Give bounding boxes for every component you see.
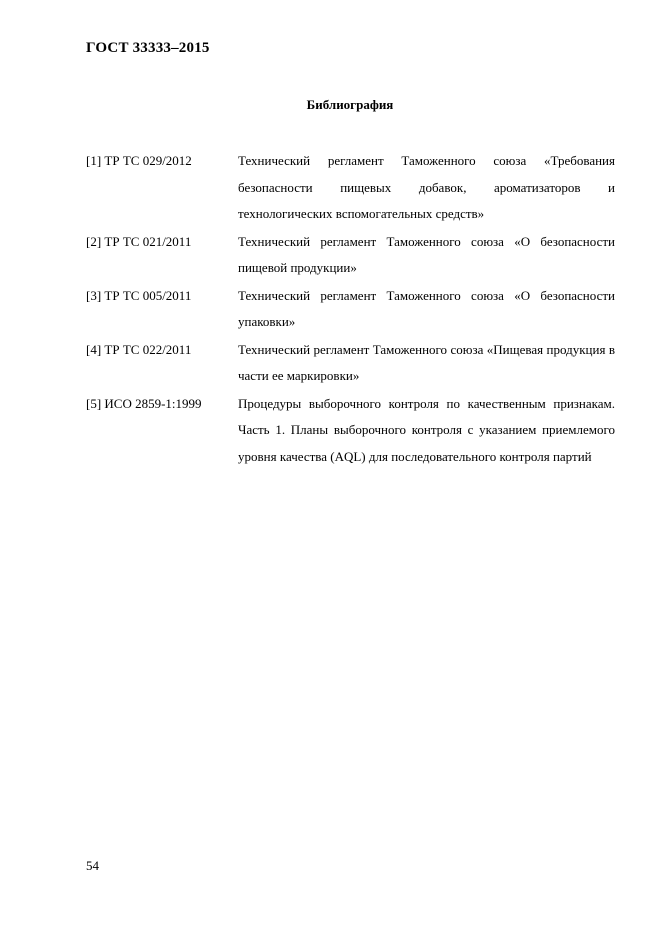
bibliography-list: [86, 148, 615, 471]
document-header: ГОСТ 33333–2015: [86, 40, 210, 56]
bibliography-entry: [86, 283, 615, 336]
entry-reference: [3] ТР ТС 005/2011: [86, 287, 192, 303]
bibliography-entry: [86, 148, 615, 228]
entry-reference: [1] ТР ТС 029/2012: [86, 153, 192, 168]
entry-reference: [2] ТР ТС 021/2011: [86, 233, 192, 249]
entry-description: Технический регламент Таможенного союза «Пищевая продукция в части ее маркировки»: [238, 341, 615, 383]
bibliography-entry: [86, 337, 615, 390]
entry-description: Процедуры выборочного контроля по качественным признакам. Часть 1. Планы выборочного контроля с указанием приемлемого уровня качества (AQL) для последовательного контроля партий: [238, 395, 615, 464]
entry-description: Технический регламент Таможенного союза «Требования безопасности пищевых добавок, ароматизаторов и технологических вспомогательных средств»: [238, 153, 615, 221]
entry-reference: [4] ТР ТС 022/2011: [86, 341, 192, 357]
bibliography-entry: [86, 229, 615, 282]
entry-description: Технический регламент Таможенного союза «О безопасности пищевой продукции»: [238, 233, 615, 275]
section-title: Библиография: [306, 97, 394, 112]
bibliography-entry: [86, 391, 615, 471]
page-number: 54: [86, 858, 99, 873]
entry-reference: [5] ИСО 2859-1:1999: [86, 395, 202, 411]
entry-description: Технический регламент Таможенного союза «О безопасности упаковки»: [238, 287, 615, 329]
